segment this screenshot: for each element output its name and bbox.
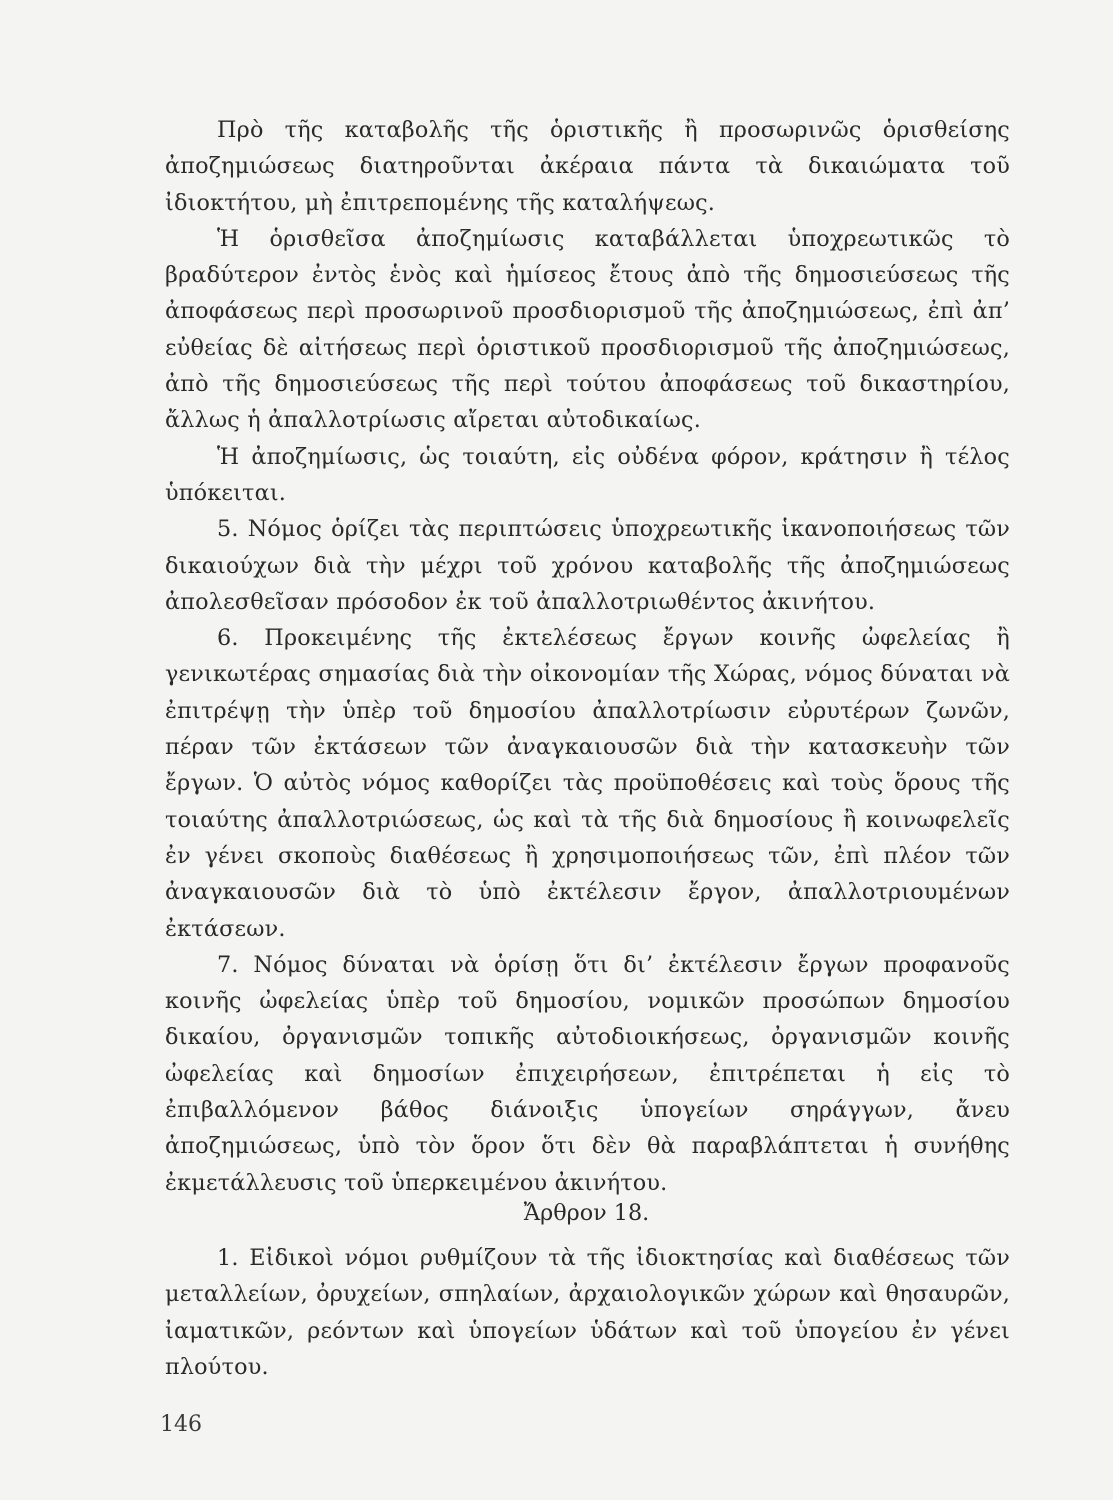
paragraph-3: Ἡ ἀποζημίωσις, ὡς τοιαύτη, εἰς οὐδένα φόρον, κράτησιν ἢ τέλος ὑπόκειται.	[165, 443, 1010, 506]
body-text	[165, 112, 1010, 1201]
paragraph-7: 7. Νόμος δύναται νὰ ὁρίσῃ ὅτι δι’ ἐκτέλεσιν ἔργων προφανοῦς κοινῆς ὠφελείας ὑπὲρ τοῦ δημοσίου, νομικῶν προσώπων δημοσίου δικαίου, ὀργανισμῶν τοπικῆς αὐτοδιοικήσεως, ὀργανισμῶν κοινῆς ὠφελείας καὶ δημοσίων ἐπιχειρήσεων, ἐπιτρέπεται ἡ εἰς τὸ ἐπιβαλλόμενον βάθος διάνοιξις ὑπογείων σηράγγων, ἄνευ ἀποζημιώσεως, ὑπὸ τὸν ὅρον ὅτι δὲν θὰ παραβλάπτεται ἡ συνήθης ἐκμετάλλευσις τοῦ ὑπερκειμένου ἀκινήτου.	[165, 951, 1010, 1196]
paragraph-2: Ἡ ὁρισθεῖσα ἀποζημίωσις καταβάλλεται ὑποχρεωτικῶς τὸ βραδύτερον ἐντὸς ἑνὸς καὶ ἡμίσεος ἔτους ἀπὸ τῆς δημοσιεύσεως τῆς ἀποφάσεως περὶ προσωρινοῦ προσδιορισμοῦ τῆς ἀποζημιώσεως, ἐπὶ ἀπ’ εὐθείας δὲ αἰτήσεως περὶ ὁριστικοῦ προσδιορισμοῦ τῆς ἀποζημιώσεως, ἀπὸ τῆς δημοσιεύσεως τῆς περὶ τούτου ἀποφάσεως τοῦ δικαστηρίου, ἄλλως ἡ ἀπαλλοτρίωσις αἴρεται αὐτοδικαίως.	[165, 225, 1010, 434]
article-heading: Ἄρθρον 18.	[523, 1200, 650, 1226]
paragraph-6: 6. Προκειμένης τῆς ἐκτελέσεως ἔργων κοινῆς ὠφελείας ἢ γενικωτέρας σημασίας διὰ τὴν οἰκονομίαν τῆς Χώρας, νόμος δύναται νὰ ἐπιτρέψῃ τὴν ὑπὲρ τοῦ δημοσίου ἀπαλλοτρίωσιν εὐρυτέρων ζωνῶν, πέραν τῶν ἐκτάσεων τῶν ἀναγκαιουσῶν διὰ τὴν κατασκευὴν τῶν ἔργων. Ὁ αὐτὸς νόμος καθορίζει τὰς προϋποθέσεις καὶ τοὺς ὅρους τῆς τοιαύτης ἀπαλλοτριώσεως, ὡς καὶ τὰ τῆς διὰ δημοσίους ἢ κοινωφελεῖς ἐν γένει σκοποὺς διαθέσεως ἢ χρησιμοποιήσεως τῶν, ἐπὶ πλέον τῶν ἀναγκαιουσῶν διὰ τὸ ὑπὸ ἐκτέλεσιν ἔργον, ἀπαλλοτριουμένων ἐκτάσεων.	[165, 625, 1010, 942]
page-number: 146	[160, 1412, 202, 1437]
paragraph-5: 5. Νόμος ὁρίζει τὰς περιπτώσεις ὑποχρεωτικῆς ἱκανοποιήσεως τῶν δικαιούχων διὰ τὴν μέχρι τοῦ χρόνου καταβολῆς τῆς ἀποζημιώσεως ἀπολεσθεῖσαν πρόσοδον ἐκ τοῦ ἀπαλλοτριωθέντος ἀκινήτου.	[165, 516, 1010, 615]
article-18-body	[165, 1240, 1010, 1385]
paragraph-1: Πρὸ τῆς καταβολῆς τῆς ὁριστικῆς ἢ προσωρινῶς ὁρισθείσης ἀποζημιώσεως διατηροῦνται ἀκέραια πάντα τὰ δικαιώματα τοῦ ἰδιοκτήτου, μὴ ἐπιτρεπομένης τῆς καταλήψεως.	[165, 117, 1010, 216]
article-18-paragraph-1: 1. Εἰδικοὶ νόμοι ρυθμίζουν τὰ τῆς ἰδιοκτησίας καὶ διαθέσεως τῶν μεταλλείων, ὀρυχείων, σπηλαίων, ἀρχαιολογικῶν χώρων καὶ θησαυρῶν, ἰαματικῶν, ρεόντων καὶ ὑπογείων ὑδάτων καὶ τοῦ ὑπογείου ἐν γένει πλούτου.	[165, 1245, 1010, 1380]
